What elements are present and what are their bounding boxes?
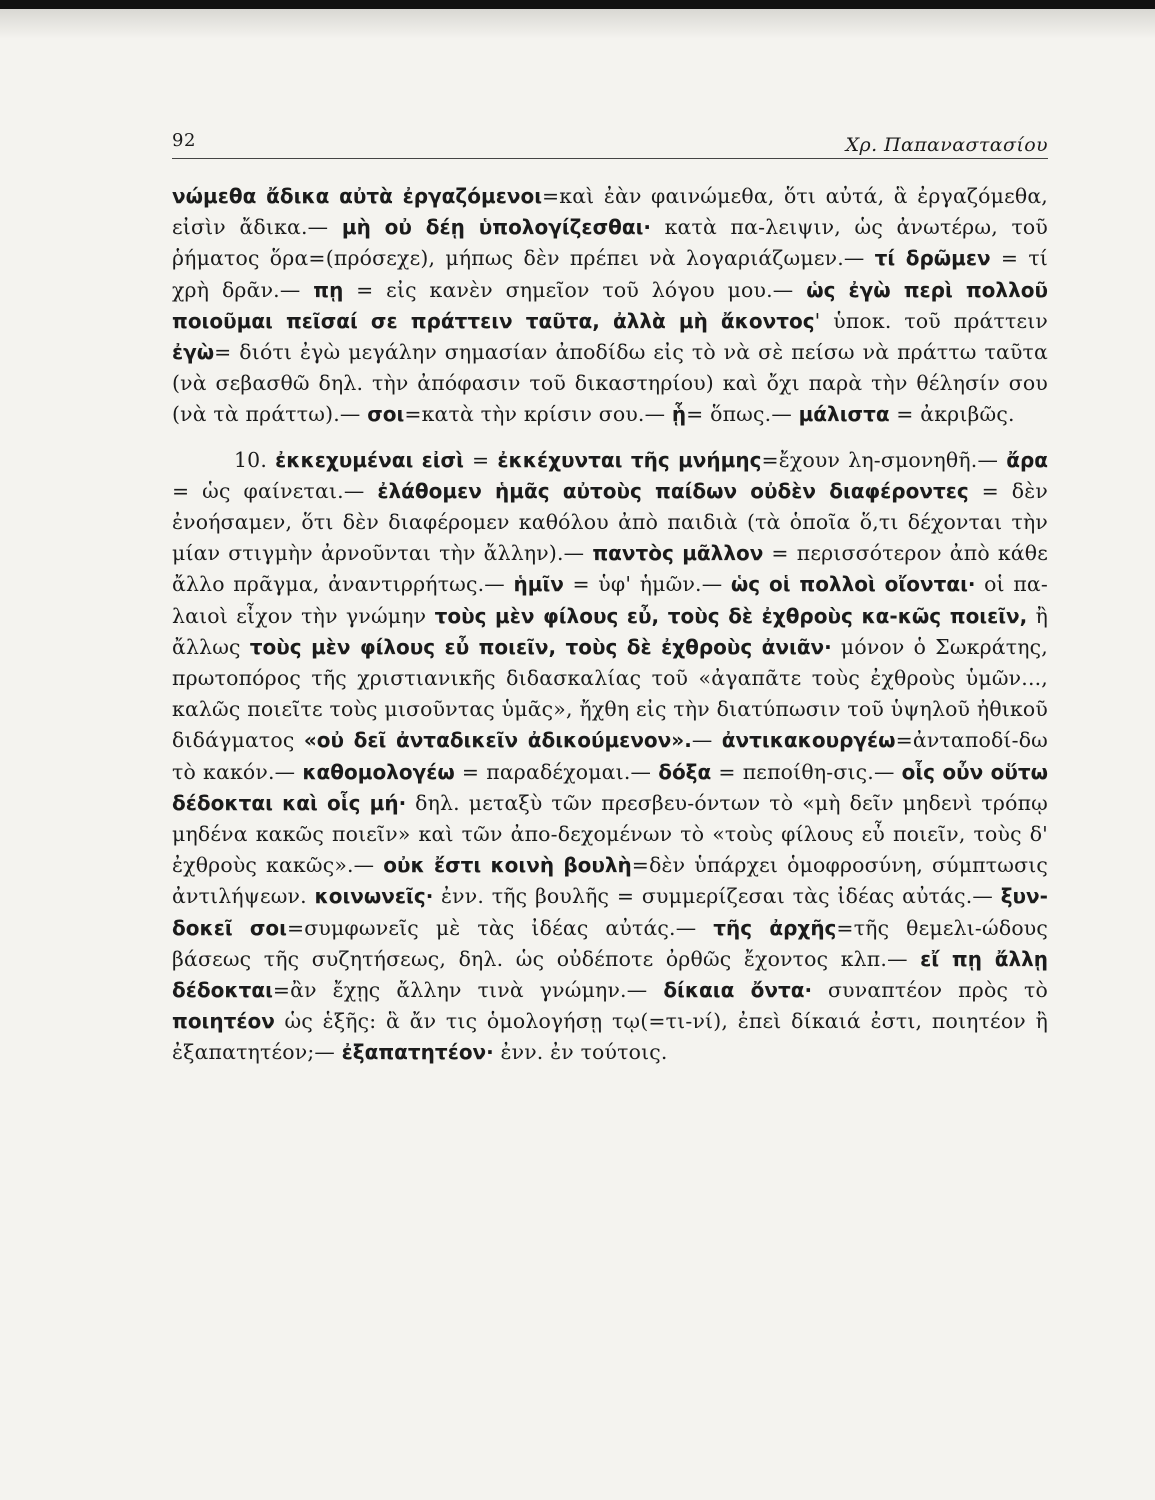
gloss-text: οἱ πα-λαιοὶ εἶχον τὴν γνώμην	[172, 572, 1048, 628]
bold-lemma: καθομολογέω	[302, 759, 455, 784]
bold-lemma: σοι	[367, 402, 405, 427]
bold-lemma: παντὸς μᾶλλον	[592, 541, 764, 566]
paragraph-1	[172, 181, 1048, 431]
bold-lemma: κοινωνεῖς·	[314, 884, 434, 909]
bold-lemma: ἐξαπατητέον·	[341, 1040, 494, 1065]
bold-lemma: πῃ	[313, 277, 344, 302]
bold-lemma: ξυν-δοκεῖ σοι	[172, 884, 1048, 940]
bold-lemma: τοὺς μὲν φίλους εὖ ποιεῖν, τοὺς δὲ ἐχθροὺς ἀνιᾶν·	[249, 634, 832, 659]
gloss-text: =κατὰ τὴν κρίσιν σου.—	[404, 402, 672, 427]
bold-lemma: μάλιστα	[798, 402, 890, 427]
bold-lemma: ἐλάθομεν ἡμᾶς αὐτοὺς παίδων οὐδὲν διαφέροντες	[377, 478, 969, 503]
body-text	[172, 181, 1048, 1069]
bold-lemma: «οὐ δεῖ ἀνταδικεῖν ἀδικούμενον».	[303, 728, 692, 753]
gloss-text: =ἔχουν λη-σμονηθῆ.—	[761, 447, 1007, 472]
gloss-text: =τῆς θεμελι-ώδους βάσεως τῆς συζητήσεως, δηλ. ὡς οὐδέποτε ὀρθῶς ἔχοντος κλπ.—	[172, 915, 1049, 971]
bold-lemma: οἷς οὖν οὕτω δέδοκται καὶ οἷς μή·	[172, 759, 1049, 815]
gloss-text: ὡς ἑξῆς: ἃ ἄν τις ὁμολογήσῃ τῳ(=τι-νί), ἐπεὶ δίκαιά ἐστι, ποιητέον ἢ ἐξαπατητέον;—	[172, 1009, 1048, 1065]
gloss-text: = εἰς κανὲν σημεῖον τοῦ λόγου μου.—	[343, 277, 807, 302]
bold-lemma: τῆς ἀρχῆς	[713, 915, 837, 940]
gloss-text: = τί χρὴ δρᾶν.—	[172, 246, 1048, 302]
gloss-text: =ἀνταποδί-δω τὸ κακόν.—	[172, 728, 1049, 784]
gloss-text: δηλ. μεταξὺ τῶν πρεσβευ-όντων τὸ «μὴ δεῖν μηδενὶ τρόπῳ μηδένα κακῶς ποιεῖν» καὶ τῶν ἀπο-δεχομένων τὸ «τοὺς φίλους εὖ ποιεῖν, τοὺς δ' ἐχθροὺς κακῶς».—	[172, 790, 1049, 878]
bold-lemma: οὐκ ἔστι κοινὴ βουλὴ	[383, 853, 632, 878]
running-head: Χρ. Παπαναστασίου	[845, 134, 1048, 156]
bold-lemma: ὡς ἐγὼ περὶ πολλοῦ ποιοῦμαι πεῖσαί σε πράττειν ταῦτα, ἀλλὰ μὴ ἄκοντος	[172, 277, 1048, 333]
gloss-text: ἐνν. τῆς βουλῆς = συμμερίζεσαι τὰς ἰδέας αὐτάς.—	[433, 884, 1001, 909]
bold-lemma: ἐγὼ	[172, 340, 215, 365]
gloss-text: = πεποίθη-σις.—	[711, 759, 902, 784]
bold-lemma: ἡμῖν	[513, 572, 564, 597]
bold-lemma: ἄρα	[1006, 447, 1048, 472]
gloss-text: = ὑφ' ἡμῶν.—	[563, 572, 731, 597]
gloss-text: 10.	[234, 447, 276, 472]
paragraph-2	[172, 445, 1048, 1069]
bold-lemma: δόξα	[658, 759, 712, 784]
gloss-text: = ὅπως.—	[686, 402, 799, 427]
bold-lemma: τοὺς μὲν φίλους εὖ, τοὺς δὲ ἐχθροὺς κα-κῶς ποιεῖν,	[434, 603, 1028, 628]
bold-lemma: ποιητέον	[172, 1009, 275, 1034]
bold-lemma: ὡς οἱ πολλοὶ οἴονται·	[730, 572, 976, 597]
gloss-text: =ἂν ἔχῃς ἄλλην τινὰ γνώμην.—	[272, 978, 664, 1003]
page-header	[172, 120, 1048, 159]
gloss-text: =	[463, 447, 498, 472]
gloss-text: = παραδέχομαι.—	[454, 759, 659, 784]
bold-lemma: ἐκκέχυνται τῆς μνήμης	[497, 447, 762, 472]
gloss-text: = δὲν ἐνοήσαμεν, ὅτι δὲν διαφέρομεν καθόλου ἀπὸ παιδιὰ (τὰ ὁποῖα ὅ,τι δέχονται τὴν μίαν στιγμὴν ἀρνοῦνται τὴν ἄλλην).—	[172, 478, 1048, 566]
gloss-text: μόνον ὁ Σωκράτης, πρωτοπόρος τῆς χριστιανικῆς διδασκαλίας τοῦ «ἀγαπᾶτε τοὺς ἐχθροὺς ὑμῶν..., καλῶς ποιεῖτε τοὺς μισοῦντας ὑμᾶς», ἤχθη εἰς τὴν διατύπωσιν τοῦ ὑψηλοῦ ἠθικοῦ διδάγματος	[172, 634, 1048, 753]
scan-top-edge	[0, 0, 1155, 9]
gloss-text: =συμφωνεῖς μὲ τὰς ἰδέας αὐτάς.—	[286, 915, 714, 940]
page-number: 92	[172, 130, 196, 151]
gloss-text: κατὰ πα-λειψιν, ὡς ἀνωτέρω, τοῦ ῥήματος ὅρα=(πρόσεχε), μήπως δὲν πρέπει νὰ λογαριάζωμεν.—	[172, 215, 1049, 271]
bold-lemma: ᾗ	[671, 402, 687, 427]
gloss-text: = διότι ἐγὼ μεγάλην σημασίαν ἀποδίδω εἰς τὸ νὰ σὲ πείσω νὰ πράττω ταῦτα (νὰ σεβασθῶ δηλ. τὴν ἀπόφασιν τοῦ δικαστηρίου) καὶ ὄχι παρὰ τὴν θέλησίν σου (νὰ τὰ πράττω).—	[172, 340, 1048, 427]
bold-lemma: νώμεθα ἄδικα αὐτὰ ἐργαζόμενοι	[172, 184, 542, 208]
gloss-text: =δὲν ὑπάρχει ὁμοφροσύνη, σύμπτωσις ἀντιλήψεων.	[172, 853, 1049, 909]
gloss-text: =καὶ ἐὰν φαινώμεθα, ὅτι αὐτά, ἃ ἐργαζόμεθα, εἰσὶν ἄδικα.—	[172, 184, 1048, 240]
bold-lemma: ἀντικακουργέω	[721, 728, 896, 753]
bold-lemma: δίκαια ὄντα·	[663, 978, 813, 1003]
gloss-text: ἐνν. ἐν τούτοις.	[493, 1040, 668, 1065]
gloss-text: ἢ ἄλλως	[172, 603, 1048, 659]
bold-lemma: τί δρῶμεν	[874, 246, 991, 271]
gloss-text: ' ὑποκ. τοῦ πράττειν	[814, 308, 1048, 333]
bold-lemma: ἐκκεχυμέναι εἰσὶ	[275, 447, 464, 472]
gloss-text: = περισσότερον ἀπὸ κάθε ἄλλο πρᾶγμα, ἀναντιρρήτως.—	[172, 541, 1048, 597]
gloss-text: = ἀκριβῶς.	[889, 402, 1015, 427]
bold-lemma: εἴ πῃ ἄλλῃ δέδοκται	[172, 946, 1048, 1003]
bold-lemma: μὴ οὐ δέῃ ὑπολογίζεσθαι·	[341, 215, 652, 240]
gloss-text: = ὡς φαίνεται.—	[172, 478, 378, 503]
gloss-text: συναπτέον πρὸς τὸ	[812, 978, 1048, 1003]
gloss-text: —	[691, 728, 722, 753]
scan-shadow	[0, 9, 1155, 39]
book-page	[172, 120, 1048, 1069]
